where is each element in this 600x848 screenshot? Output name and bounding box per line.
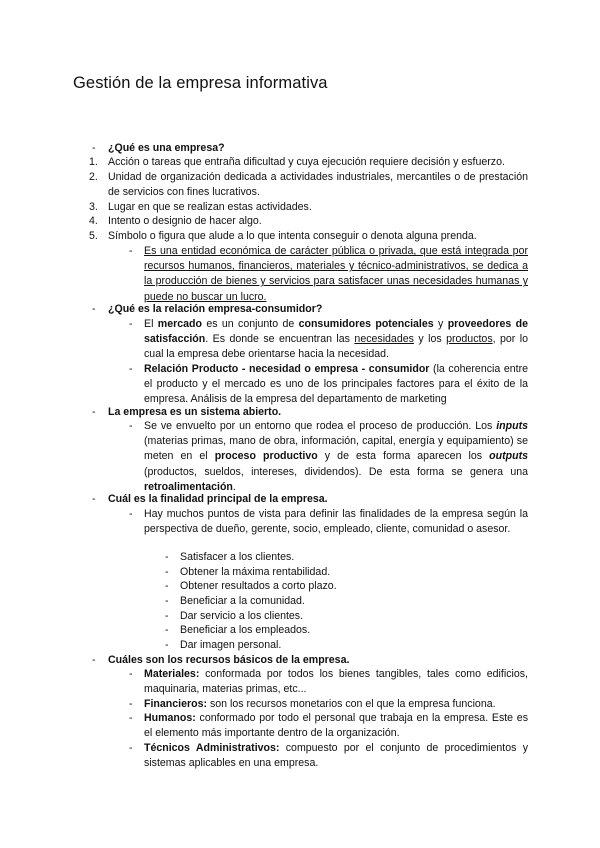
recurso-humanos: Humanos: conformado por todo el personal que trabaja en la empresa. Este es el elemento más importante dentro de la organización. bbox=[144, 712, 528, 740]
list-item: Beneficiar a la comunidad. bbox=[180, 595, 305, 607]
dash-marker: - bbox=[129, 363, 133, 375]
dash-marker: - bbox=[92, 142, 96, 154]
list-item: Satisfacer a los clientes. bbox=[180, 551, 295, 563]
dash-marker: - bbox=[129, 508, 133, 520]
dash-marker: - bbox=[165, 580, 169, 592]
dash-marker: - bbox=[129, 742, 133, 754]
dash-marker: - bbox=[129, 420, 133, 432]
dash-marker: - bbox=[129, 698, 133, 710]
dash-marker: - bbox=[129, 668, 133, 680]
list-item: Beneficiar a los empleados. bbox=[180, 624, 311, 636]
dash-marker: - bbox=[165, 551, 169, 563]
list-item: Dar servicio a los clientes. bbox=[180, 610, 304, 622]
section-heading-sistema: La empresa es un sistema abierto. bbox=[108, 406, 282, 418]
list-item: Obtener la máxima rentabilidad. bbox=[180, 566, 331, 578]
list-number: 4. bbox=[89, 215, 98, 227]
section-heading-relacion: ¿Qué es la relación empresa-consumidor? bbox=[108, 303, 323, 315]
recurso-financieros: Financieros: son los recursos monetarios con el que la empresa funciona. bbox=[144, 698, 496, 710]
list-number: 3. bbox=[89, 201, 98, 213]
list-item: Dar imagen personal. bbox=[180, 639, 282, 651]
recurso-materiales: Materiales: conformada por todos los bienes tangibles, tales como edificios, maquinaria, materias primas, etc... bbox=[144, 668, 528, 696]
dash-marker: - bbox=[165, 566, 169, 578]
section-heading-empresa: ¿Qué es una empresa? bbox=[108, 142, 225, 154]
dash-marker: - bbox=[129, 318, 133, 330]
list-item: Intento o designio de hacer algo. bbox=[108, 215, 262, 227]
sistema-paragraph: Se ve envuelto por un entorno que rodea el proceso de producción. Los inputs (materias primas, mano de obra, información, capital, energía y equipamiento) se meten en el proceso productivo y de esta forma aparecen los outputs (productos, sueldos, intereses, dividendos). De esta forma se genera una retroalimentación. bbox=[144, 420, 528, 493]
list-number: 2. bbox=[89, 171, 98, 183]
list-item: Unidad de organización dedicada a actividades industriales, mercantiles o de prestación de servicios con fines lucrativos. bbox=[108, 171, 528, 199]
list-item: Acción o tareas que entraña dificultad y cuya ejecución requiere decisión y esfuerzo. bbox=[108, 156, 505, 168]
document-title: Gestión de la empresa informativa bbox=[73, 74, 328, 92]
list-item: Obtener resultados a corto plazo. bbox=[180, 580, 337, 592]
dash-marker: - bbox=[129, 245, 133, 257]
dash-marker: - bbox=[92, 493, 96, 505]
list-number: 5. bbox=[89, 230, 98, 242]
dash-marker: - bbox=[165, 624, 169, 636]
relacion-paragraph: Relación Producto - necesidad o empresa - consumidor (la coherencia entre el producto y el mercado es uno de los principales factores para el éxito de la empresa. Análisis de la empresa del departamento de marketing bbox=[144, 363, 528, 406]
empresa-definition: Es una entidad económica de carácter pública o privada, que está integrada por recursos humanos, financieros, materiales y técnico-administrativos, se dedica a la producción de bienes y servicios para satisfacer unas necesidades humanas y puede no buscar un lucro. bbox=[144, 245, 528, 303]
dash-marker: - bbox=[92, 654, 96, 666]
dash-marker: - bbox=[165, 639, 169, 651]
dash-marker: - bbox=[165, 595, 169, 607]
section-heading-finalidad: Cuál es la finalidad principal de la empresa. bbox=[108, 493, 328, 505]
dash-marker: - bbox=[92, 303, 96, 315]
list-item: Símbolo o figura que alude a lo que intenta conseguir o denota alguna prenda. bbox=[108, 230, 477, 242]
recurso-tecnicos: Técnicos Administrativos: compuesto por el conjunto de procedimientos y sistemas aplicables en una empresa. bbox=[144, 742, 529, 770]
dash-marker: - bbox=[129, 712, 133, 724]
finalidad-intro: Hay muchos puntos de vista para definir las finalidades de la empresa según la perspectiva de dueño, gerente, socio, empleado, cliente, comunidad o asesor. bbox=[144, 508, 528, 536]
mercado-paragraph: El mercado es un conjunto de consumidores potenciales y proveedores de satisfacción. Es donde se encuentran las necesidades y los productos, por lo cual la empresa debe orientarse hacia la necesidad. bbox=[144, 318, 529, 361]
dash-marker: - bbox=[165, 610, 169, 622]
dash-marker: - bbox=[92, 406, 96, 418]
list-item: Lugar en que se realizan estas actividades. bbox=[108, 201, 312, 213]
list-number: 1. bbox=[89, 156, 98, 168]
section-heading-recursos: Cuáles son los recursos básicos de la empresa. bbox=[108, 654, 350, 666]
